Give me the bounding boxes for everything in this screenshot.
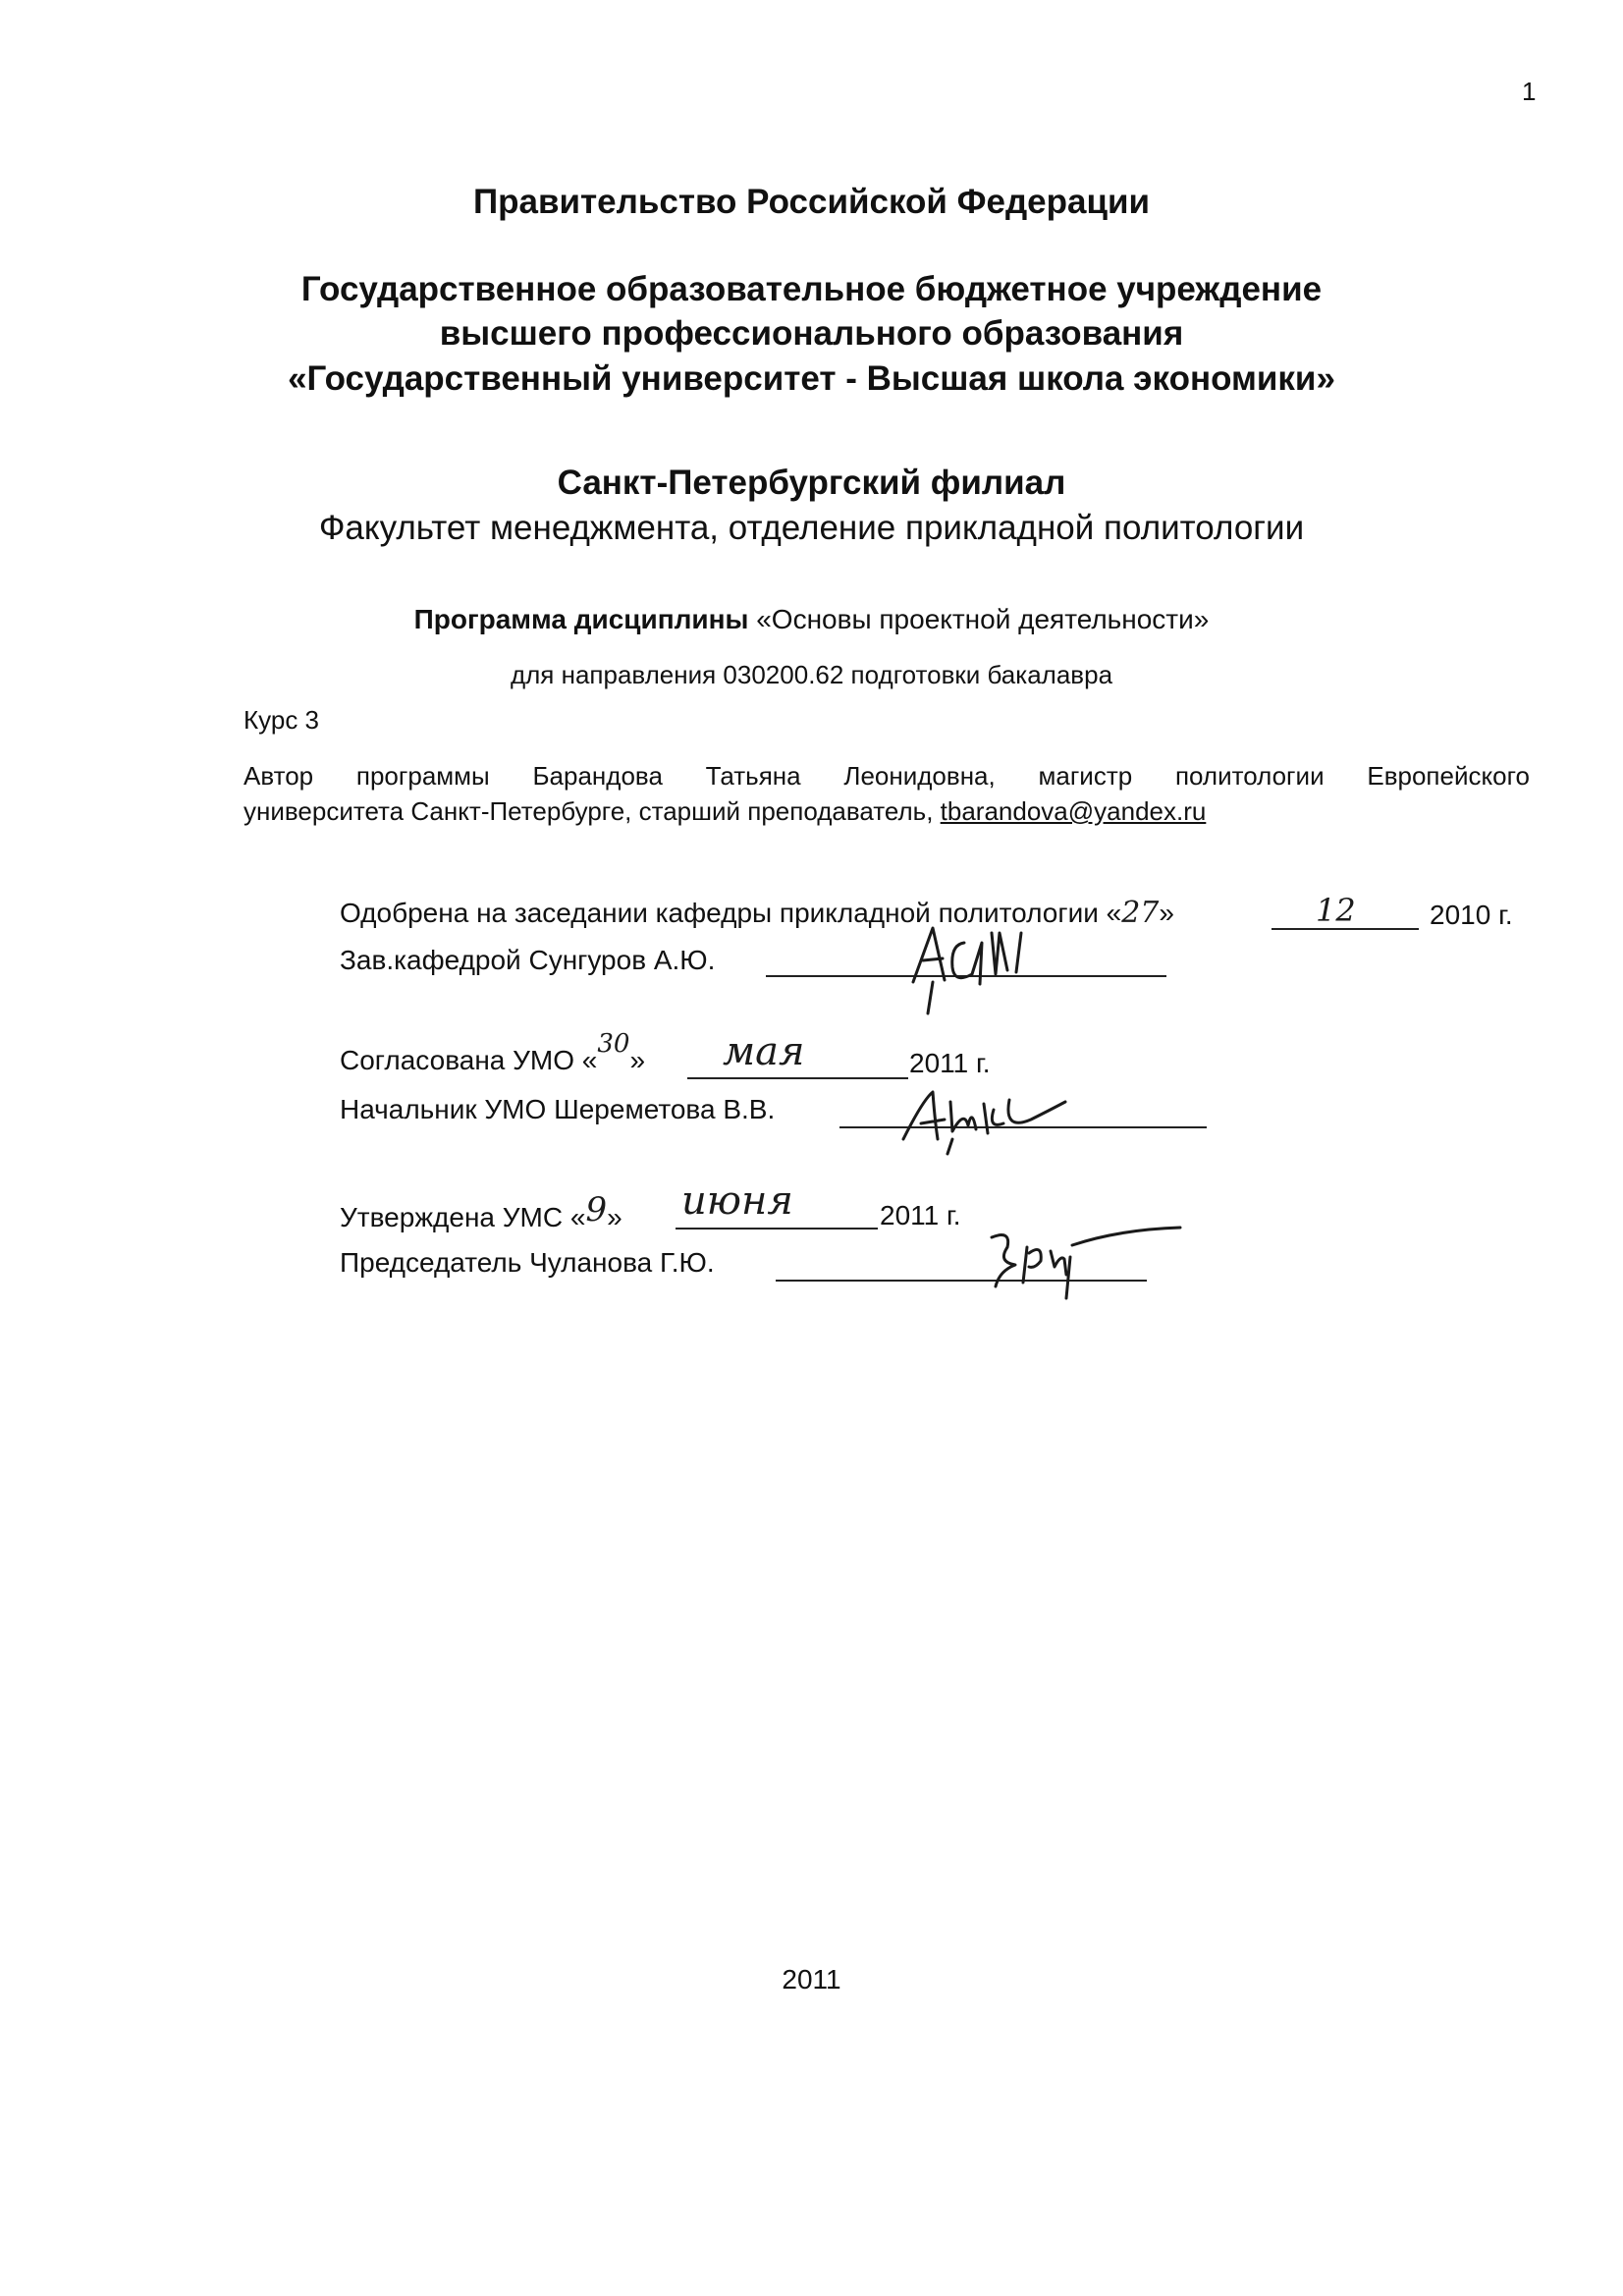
dept-day-handwritten: 27	[1121, 896, 1160, 930]
footer-year: 2011	[782, 1964, 841, 1995]
umo-approval-label	[340, 1029, 646, 1076]
institution-line-3: «Государственный университет - Высшая школа экономики»	[288, 359, 1335, 398]
ums-month-line	[676, 1228, 878, 1230]
umo-quote-close: »	[629, 1045, 646, 1075]
dept-year: 2010 г.	[1430, 900, 1513, 930]
umo-month-handwritten: мая	[723, 1029, 805, 1074]
umo-month-line	[687, 1077, 908, 1079]
dept-approval-text: Одобрена на заседании кафедры прикладной политологии «	[340, 898, 1122, 928]
dept-head-label: Зав.кафедрой Сунгуров А.Ю.	[340, 945, 716, 975]
program-title	[0, 604, 1623, 635]
ums-month-handwritten: июня	[681, 1178, 793, 1224]
dept-head-signature	[893, 913, 1060, 1021]
author-line-1: Автор программы Барандова Татьяна Леонидовна, магистр политологии Европейского	[243, 761, 1530, 791]
program-direction: для направления 030200.62 подготовки бакалавра	[510, 660, 1113, 689]
author-line-2	[243, 796, 1206, 827]
umo-day-handwritten: 30	[597, 1029, 630, 1059]
government-title: Правительство Российской Федерации	[472, 183, 1151, 221]
dept-month-handwritten: 12	[1316, 892, 1356, 929]
chair-signature	[972, 1208, 1188, 1306]
branch-title: Санкт-Петербургский филиал	[557, 464, 1066, 502]
author-line-2-text: университета Санкт-Петербурге, старший преподаватель,	[243, 796, 941, 826]
page-number: 1	[1522, 77, 1537, 106]
ums-day-handwritten: 9	[585, 1190, 608, 1230]
umo-head-signature	[893, 1080, 1080, 1159]
course-label: Курс 3	[243, 705, 319, 735]
author-email-link[interactable]: tbarandova@yandex.ru	[940, 796, 1207, 826]
faculty-title: Факультет менеджмента, отделение прикладной политологии	[318, 509, 1305, 547]
umo-head-label: Начальник УМО Шереметова В.В.	[340, 1094, 776, 1124]
ums-approval-text: Утверждена УМС «	[340, 1202, 586, 1232]
umo-year: 2011 г.	[909, 1048, 991, 1078]
discipline-name: «Основы проектной деятельности»	[748, 604, 1210, 634]
institution-line-1: Государственное образовательное бюджетное учреждение	[300, 270, 1323, 308]
chair-label: Председатель Чуланова Г.Ю.	[340, 1247, 715, 1278]
ums-approval-label	[340, 1190, 622, 1235]
umo-approval-text: Согласована УМО «	[340, 1045, 598, 1075]
program-label: Программа дисциплины	[413, 604, 749, 634]
ums-year: 2011 г.	[880, 1200, 961, 1230]
institution-line-2: высшего профессионального образования	[439, 314, 1184, 353]
ums-quote-close: »	[607, 1202, 622, 1232]
dept-quote-close: »	[1159, 898, 1174, 928]
